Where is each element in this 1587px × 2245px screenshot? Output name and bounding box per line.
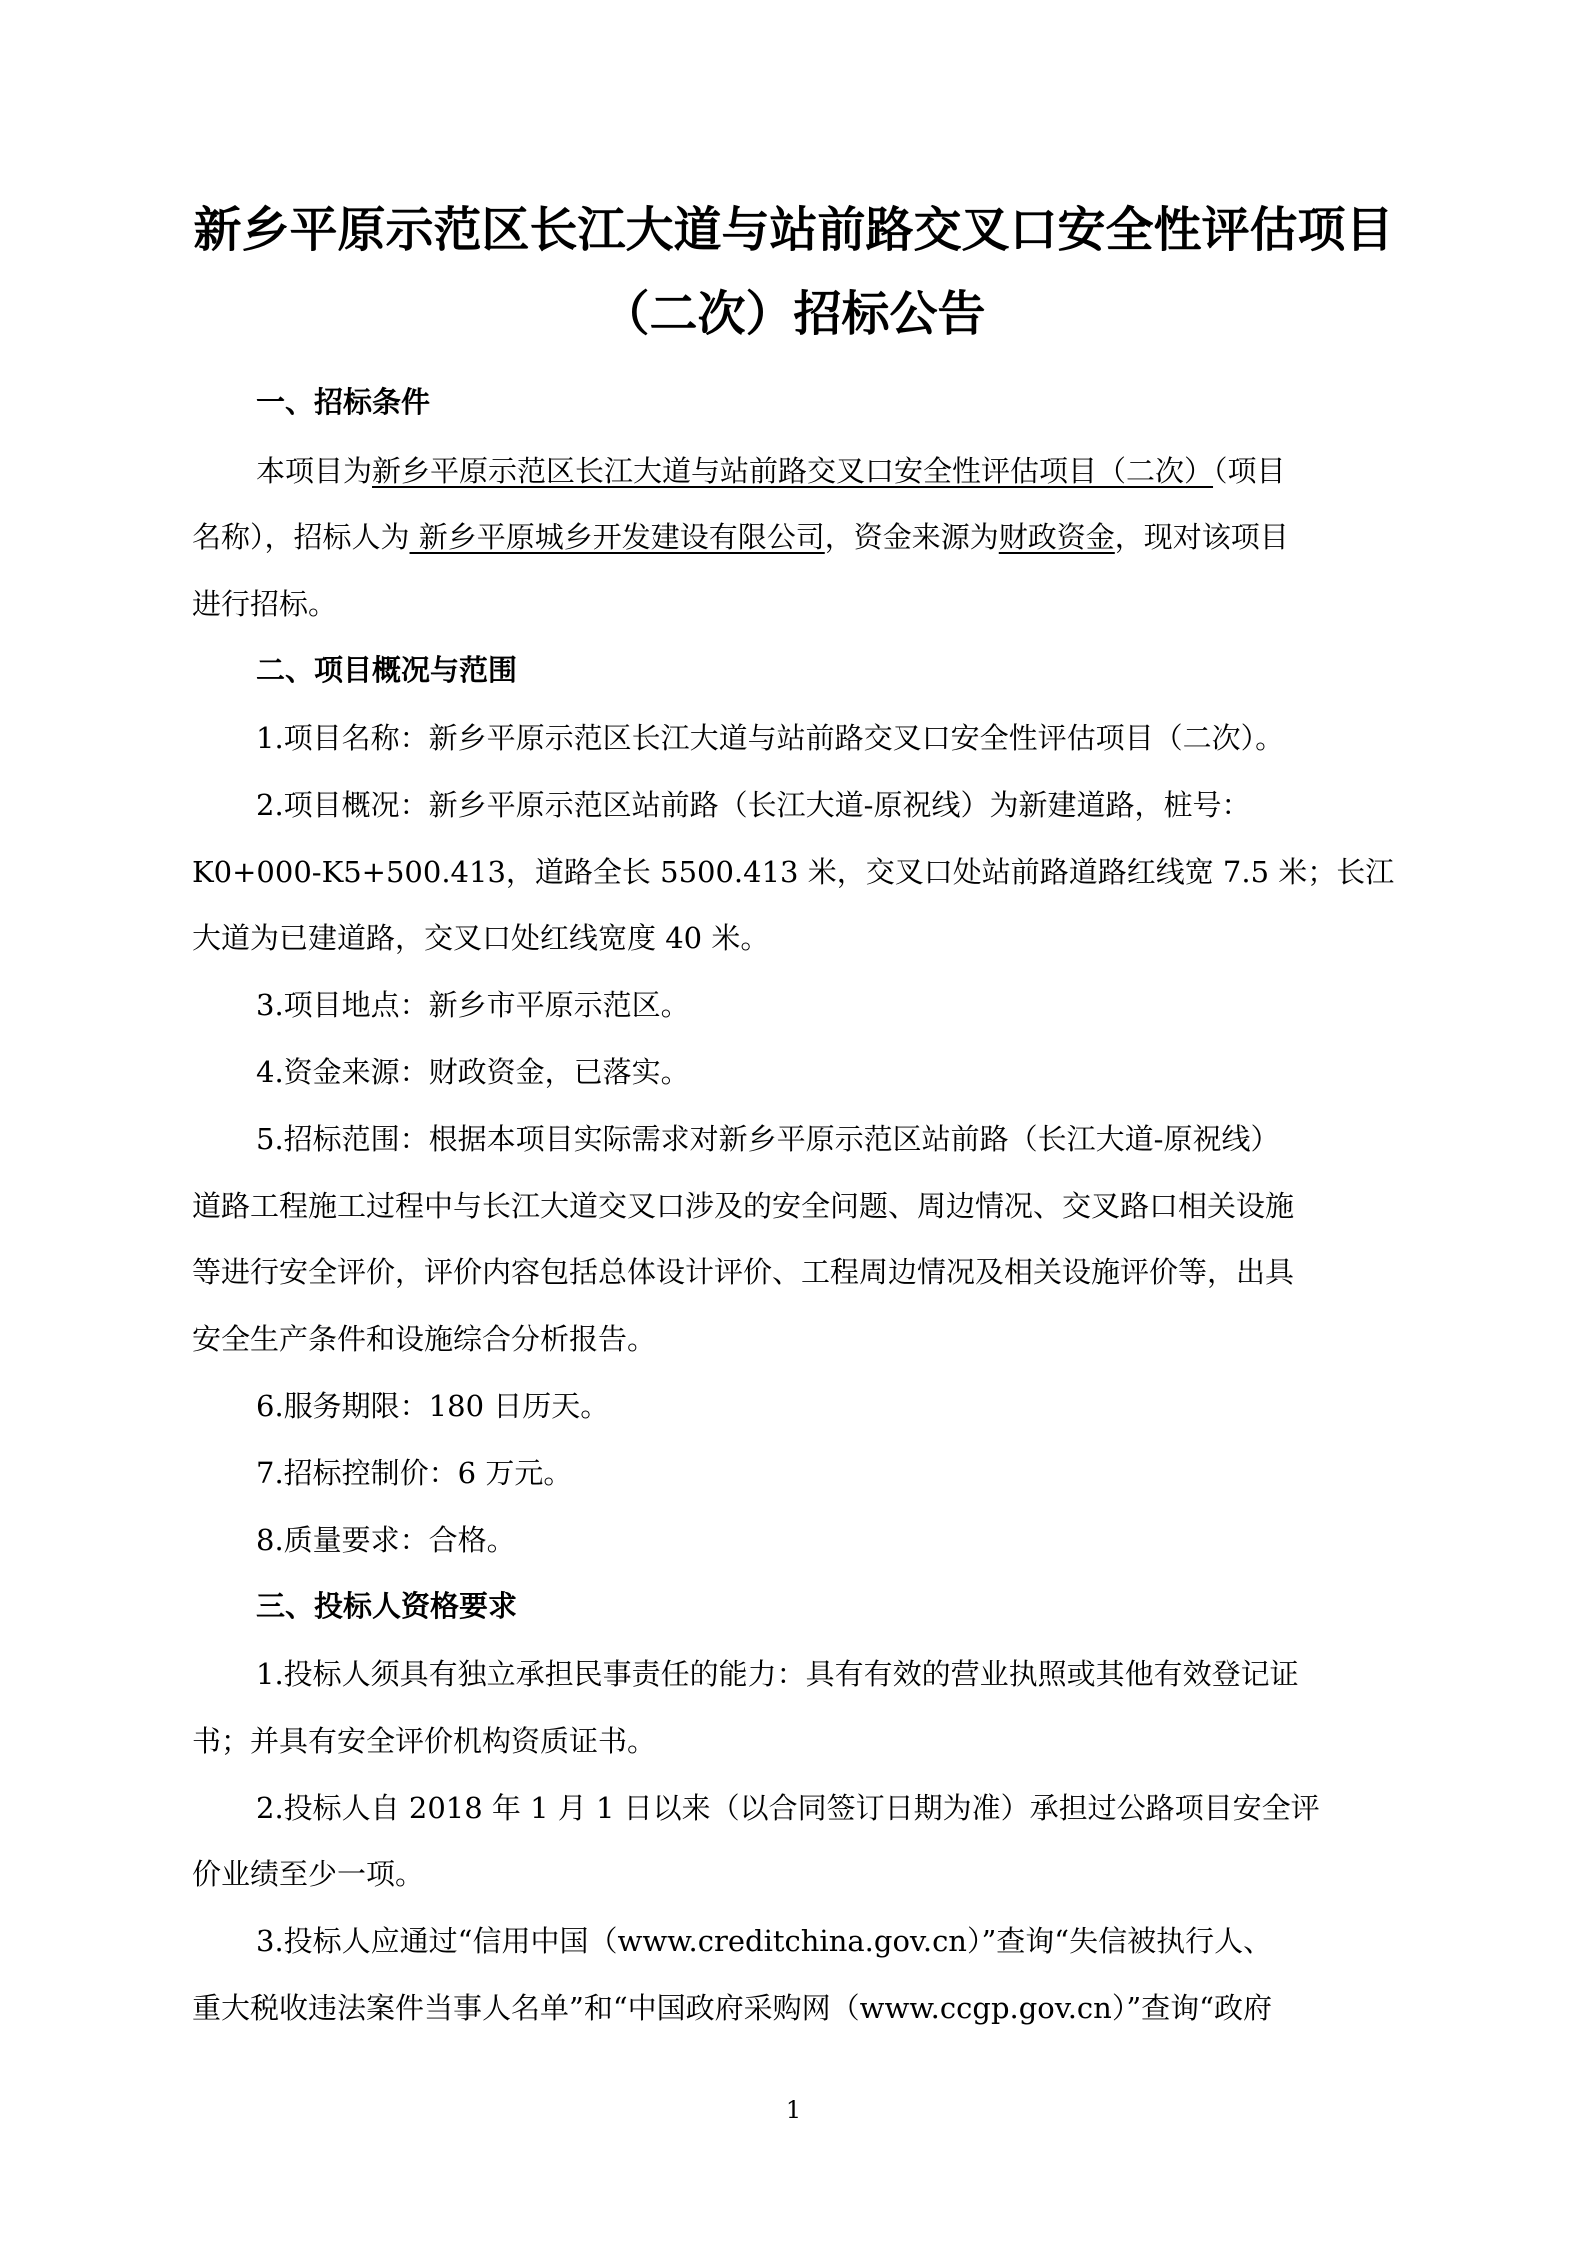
text-run: ，现对该项目 <box>1114 520 1289 554</box>
paragraph-line <box>256 454 1286 488</box>
text-run: 名称），招标人为 <box>192 520 410 554</box>
list-item-continuation: 价业绩至少一项。 <box>192 1857 425 1891</box>
document-title-line1: 新乡平原示范区长江大道与站前路交叉口安全性评估项目 <box>193 202 1394 258</box>
list-item: 8.质量要求：合格。 <box>256 1523 516 1557</box>
list-item-continuation: 道路工程施工过程中与长江大道交叉口涉及的安全问题、周边情况、交叉路口相关设施 <box>192 1189 1295 1223</box>
list-item: 1.项目名称：新乡平原示范区长江大道与站前路交叉口安全性评估项目（二次）。 <box>256 721 1285 755</box>
list-item: 5.招标范围：根据本项目实际需求对新乡平原示范区站前路（长江大道-原祝线） <box>256 1122 1280 1156</box>
paragraph-line: 进行招标。 <box>192 587 338 621</box>
paragraph-line <box>192 520 1289 554</box>
list-item: 7.招标控制价：6 万元。 <box>256 1456 573 1490</box>
text-run: ，资金来源为 <box>824 520 999 554</box>
section-heading-bid-conditions: 一、招标条件 <box>256 385 431 419</box>
list-item: 3.投标人应通过“信用中国（www.creditchina.gov.cn）”查询“失信被执行人、 <box>256 1924 1273 1958</box>
list-item-continuation: 安全生产条件和设施综合分析报告。 <box>192 1322 657 1356</box>
list-item-continuation: 书；并具有安全评价机构资质证书。 <box>192 1724 657 1758</box>
tenderer-underlined: 新乡平原城乡开发建设有限公司 <box>409 520 825 554</box>
list-item: 4.资金来源：财政资金，已落实。 <box>256 1055 690 1089</box>
list-item: 2.项目概况：新乡平原示范区站前路（长江大道-原祝线）为新建道路，桩号： <box>256 788 1251 822</box>
section-heading-qualifications: 三、投标人资格要求 <box>256 1589 518 1623</box>
list-item: 1.投标人须具有独立承担民事责任的能力：具有有效的营业执照或其他有效登记证 <box>256 1657 1299 1691</box>
list-item: 6.服务期限：180 日历天。 <box>256 1389 610 1423</box>
list-item-continuation: 重大税收违法案件当事人名单”和“中国政府采购网（www.ccgp.gov.cn）”查询“政府 <box>192 1991 1272 2025</box>
text-run: （项目 <box>1213 454 1286 488</box>
fund-source-underlined: 财政资金 <box>998 520 1115 554</box>
document-title-line2: （二次）招标公告 <box>601 286 986 342</box>
section-heading-project-overview: 二、项目概况与范围 <box>256 653 518 687</box>
project-name-underlined: 新乡平原示范区长江大道与站前路交叉口安全性评估项目（二次） <box>372 454 1214 488</box>
list-item-continuation: 等进行安全评价，评价内容包括总体设计评价、工程周边情况及相关设施评价等，出具 <box>192 1255 1295 1289</box>
list-item: 2.投标人自 2018 年 1 月 1 日以来（以合同签订日期为准）承担过公路项目安全评 <box>256 1791 1320 1825</box>
list-item-continuation: 大道为已建道路，交叉口处红线宽度 40 米。 <box>192 921 770 955</box>
text-run: 本项目为 <box>256 454 373 488</box>
list-item: 3.项目地点：新乡市平原示范区。 <box>256 988 690 1022</box>
page-number: 1 <box>785 2096 802 2124</box>
list-item-continuation: K0+000-K5+500.413，道路全长 5500.413 米，交叉口处站前路道路红线宽 7.5 米；长江 <box>192 855 1395 889</box>
